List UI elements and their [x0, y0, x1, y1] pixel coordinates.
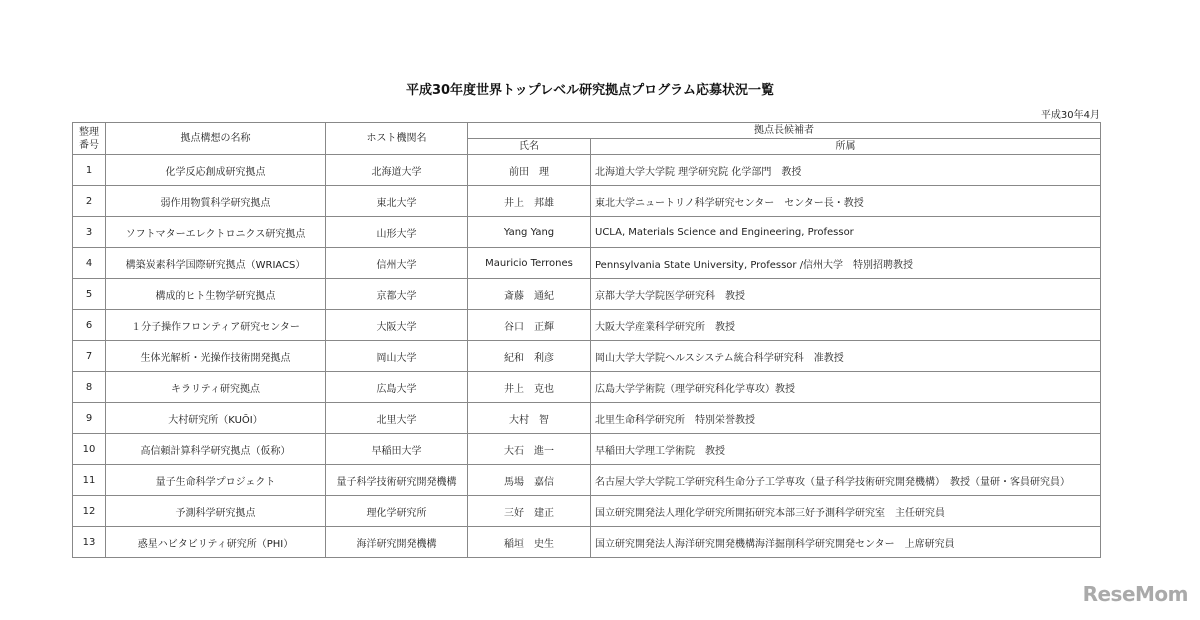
candidate-affiliation: 広島大学学術院（理学研究科化学専攻）教授	[591, 372, 1101, 403]
candidate-affiliation: Pennsylvania State University, Professor /信州大学 特別招聘教授	[591, 248, 1101, 279]
header-concept: 拠点構想の名称	[106, 123, 326, 155]
host-institution: 東北大学	[326, 186, 468, 217]
document-title: 平成30年度世界トップレベル研究拠点プログラム応募状況一覧	[405, 83, 775, 98]
concept-name: １分子操作フロンティア研究センター	[106, 310, 326, 341]
concept-name: 大村研究所（KUŌI）	[106, 403, 326, 434]
concept-name: 構成的ヒト生物学研究拠点	[106, 279, 326, 310]
concept-name: 弱作用物質科学研究拠点	[106, 186, 326, 217]
row-number: 11	[73, 465, 106, 496]
row-number: 4	[73, 248, 106, 279]
candidate-affiliation: 京都大学大学院医学研究科 教授	[591, 279, 1101, 310]
table-row	[73, 465, 1101, 496]
host-institution: 早稲田大学	[326, 434, 468, 465]
host-institution: 大阪大学	[326, 310, 468, 341]
candidate-name: 三好 建正	[468, 496, 591, 527]
header-number-line2: 番号	[79, 139, 99, 151]
candidate-affiliation: 北海道大学大学院 理学研究院 化学部門 教授	[591, 155, 1101, 186]
table-row	[73, 155, 1101, 186]
concept-name: 量子生命科学プロジェクト	[106, 465, 326, 496]
candidate-name: 井上 邦雄	[468, 186, 591, 217]
host-institution: 山形大学	[326, 217, 468, 248]
candidate-affiliation: 北里生命科学研究所 特別栄誉教授	[591, 403, 1101, 434]
table-row	[73, 496, 1101, 527]
table-row	[73, 341, 1101, 372]
host-institution: 海洋研究開発機構	[326, 527, 468, 558]
concept-name: 予測科学研究拠点	[106, 496, 326, 527]
concept-name: 惑星ハビタビリティ研究所（PHI）	[106, 527, 326, 558]
table-row	[73, 527, 1101, 558]
candidate-name: 紀和 利彦	[468, 341, 591, 372]
table-row	[73, 248, 1101, 279]
concept-name: キラリティ研究拠点	[106, 372, 326, 403]
row-number: 1	[73, 155, 106, 186]
resemom-logo: ReseMom	[1082, 582, 1188, 606]
row-number: 10	[73, 434, 106, 465]
concept-name: 化学反応創成研究拠点	[106, 155, 326, 186]
application-table	[72, 122, 1101, 558]
row-number: 13	[73, 527, 106, 558]
table-row	[73, 217, 1101, 248]
row-number: 2	[73, 186, 106, 217]
candidate-affiliation: UCLA, Materials Science and Engineering, Professor	[591, 217, 1101, 248]
header-affiliation: 所属	[591, 139, 1101, 155]
table-row	[73, 434, 1101, 465]
candidate-name: 稲垣 史生	[468, 527, 591, 558]
candidate-affiliation: 国立研究開発法人理化学研究所開拓研究本部三好予測科学研究室 主任研究員	[591, 496, 1101, 527]
candidate-affiliation: 東北大学ニュートリノ科学研究センター センター長・教授	[591, 186, 1101, 217]
header-candidate-group: 拠点長候補者	[468, 123, 1101, 139]
document-date: 平成30年4月	[1040, 110, 1100, 121]
candidate-name: 大村 智	[468, 403, 591, 434]
candidate-affiliation: 国立研究開発法人海洋研究開発機構海洋掘削科学研究開発センター 上席研究員	[591, 527, 1101, 558]
host-institution: 広島大学	[326, 372, 468, 403]
candidate-name: 斎藤 通紀	[468, 279, 591, 310]
host-institution: 量子科学技術研究開発機構	[326, 465, 468, 496]
candidate-affiliation: 名古屋大学大学院工学研究科生命分子工学専攻（量子科学技術研究開発機構） 教授（量研・客員研究員）	[591, 465, 1101, 496]
header-number-line1: 整理	[79, 126, 99, 138]
row-number: 5	[73, 279, 106, 310]
concept-name: 構築炭素科学国際研究拠点（WRIACS）	[106, 248, 326, 279]
header-number	[73, 123, 106, 155]
header-host: ホスト機関名	[326, 123, 468, 155]
candidate-affiliation: 大阪大学産業科学研究所 教授	[591, 310, 1101, 341]
candidate-affiliation: 岡山大学大学院ヘルスシステム統合科学研究科 准教授	[591, 341, 1101, 372]
table-row	[73, 403, 1101, 434]
host-institution: 北里大学	[326, 403, 468, 434]
candidate-name: 馬場 嘉信	[468, 465, 591, 496]
candidate-name: 谷口 正輝	[468, 310, 591, 341]
host-institution: 信州大学	[326, 248, 468, 279]
row-number: 6	[73, 310, 106, 341]
host-institution: 岡山大学	[326, 341, 468, 372]
candidate-name: Yang Yang	[468, 217, 591, 248]
header-candidate-name: 氏名	[468, 139, 591, 155]
concept-name: ソフトマターエレクトロニクス研究拠点	[106, 217, 326, 248]
candidate-affiliation: 早稲田大学理工学術院 教授	[591, 434, 1101, 465]
host-institution: 京都大学	[326, 279, 468, 310]
host-institution: 理化学研究所	[326, 496, 468, 527]
row-number: 9	[73, 403, 106, 434]
concept-name: 生体光解析・光操作技術開発拠点	[106, 341, 326, 372]
candidate-name: 前田 理	[468, 155, 591, 186]
table-row	[73, 310, 1101, 341]
table-row	[73, 186, 1101, 217]
concept-name: 高信頼計算科学研究拠点（仮称）	[106, 434, 326, 465]
row-number: 3	[73, 217, 106, 248]
row-number: 7	[73, 341, 106, 372]
table-row	[73, 279, 1101, 310]
host-institution: 北海道大学	[326, 155, 468, 186]
candidate-name: Mauricio Terrones	[468, 248, 591, 279]
candidate-name: 井上 克也	[468, 372, 591, 403]
row-number: 12	[73, 496, 106, 527]
table-row	[73, 372, 1101, 403]
candidate-name: 大石 進一	[468, 434, 591, 465]
row-number: 8	[73, 372, 106, 403]
